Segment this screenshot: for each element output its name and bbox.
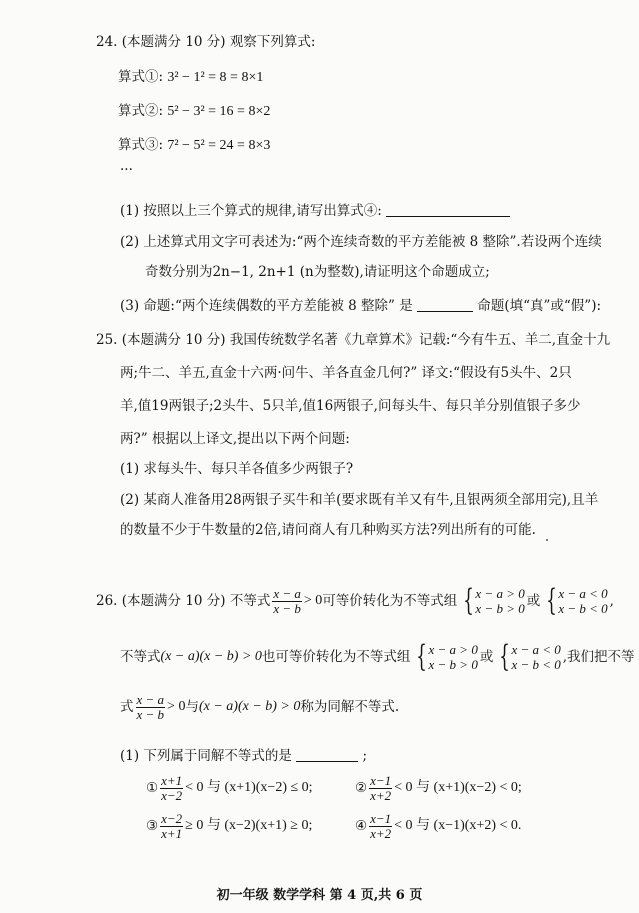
q24-eq1-expr: 3² − 1² = 8 = 8×1 — [167, 70, 264, 85]
q26-system-3 — [412, 639, 478, 674]
option-marker: ① — [146, 780, 159, 796]
fraction-denominator: x − b — [136, 706, 165, 722]
q25-line4: 两?” 根据以上译文,提出以下两个问题: — [120, 431, 350, 447]
option-fraction — [160, 812, 183, 841]
q24-part3 — [120, 298, 601, 314]
option-rest: < 0 与 (x+1)(x−2) < 0; — [394, 780, 522, 795]
option-marker: ② — [355, 780, 368, 796]
q24-ellipsis: ··· — [120, 162, 133, 178]
system-row: x − a < 0 — [511, 642, 561, 657]
q26-line1: 26. (本题满分 10 分) 不等式 $\frac{x - a}{x - b}$ > 0 可等价转化为不等式组 { x − a > 0 x − b > 0 或 { x − a < 0 x − b < 0 , — [96, 583, 614, 618]
page-footer: 初一年级 数学学科 第 4 页,共 6 页 — [216, 888, 423, 903]
brace-icon: { — [499, 639, 511, 674]
fraction-numerator: x−2 — [161, 810, 183, 826]
system-row: x − b > 0 — [475, 601, 525, 616]
q24-eq2 — [118, 103, 270, 120]
fraction-numerator: x−1 — [370, 772, 392, 788]
system-row: x − a > 0 — [475, 586, 525, 601]
q24-part3-blank[interactable] — [417, 311, 473, 312]
system-row: x − b < 0 — [558, 601, 608, 616]
fraction-denominator: x−2 — [161, 787, 183, 803]
brace-icon: { — [546, 583, 558, 618]
q26-option-1 — [146, 772, 313, 804]
q26-part1 — [120, 748, 367, 764]
q26-prefix: 26. (本题满分 10 分) 不等式 — [96, 593, 271, 609]
q24-part1 — [120, 203, 510, 219]
q26-line2-a: 不等式 — [120, 649, 161, 665]
q24-part3-a: (3) 命题:“两个连续偶数的平方差能被 8 整除” 是 — [120, 298, 413, 314]
fraction-denominator: x − b — [273, 600, 301, 616]
q24-part1-text: (1) 按照以上三个算式的规律,请写出算式④: — [120, 203, 382, 219]
option-fraction — [369, 774, 392, 803]
q26-line3-c: 称为同解不等式. — [300, 699, 400, 715]
q26-system-4 — [495, 639, 561, 674]
speck — [546, 539, 548, 541]
fraction-numerator: x − a — [136, 691, 165, 707]
q24-eq1 — [118, 69, 263, 86]
q26-part1-blank[interactable] — [296, 761, 358, 762]
q24-part3-b: 命题(填“真”或“假”): — [477, 298, 602, 314]
q26-or: 或 — [526, 593, 541, 609]
fraction-numerator: x−1 — [370, 810, 392, 826]
q24-part1-blank[interactable] — [386, 216, 510, 217]
option-fraction — [369, 812, 392, 841]
fraction-numerator: x+1 — [161, 772, 183, 788]
q24-eq1-label: 算式①: — [118, 69, 164, 85]
fraction-denominator: x+2 — [370, 825, 392, 841]
q25-line2: 两;牛二、羊五,直金十六两·问牛、羊各直金几何?” 译文:“假设有5头牛、2只 — [120, 365, 572, 381]
q26-line3-b: 与 — [185, 699, 199, 715]
q26-main-fraction — [272, 587, 302, 616]
q26-line3 — [120, 690, 399, 724]
option-fraction — [160, 774, 183, 803]
q24-part2-line1: (2) 上述算式用文字可表述为:“两个连续奇数的平方差能被 8 整除”.若设两个连续 — [120, 234, 602, 250]
fraction-denominator: x+2 — [370, 787, 392, 803]
q25-part2-line1: (2) 某商人准备用28两银子买牛和羊(要求既有羊又有牛,且银两须全部用完),且羊 — [120, 492, 599, 508]
q24-eq2-expr: 5² − 3² = 16 = 8×2 — [167, 104, 271, 119]
option-marker: ④ — [355, 818, 368, 834]
q26-option-2 — [355, 772, 522, 804]
q24-eq3-label: 算式③: — [118, 137, 164, 153]
q25-part2-line2: 的数量不少于牛数量的2倍,请问商人有几种购买方法?列出所有的可能. — [120, 522, 536, 538]
q26-line3-gt0: > 0 — [167, 699, 186, 714]
q26-line3-fraction — [136, 693, 166, 722]
system-row: x − a < 0 — [558, 586, 608, 601]
brace-icon: { — [416, 639, 428, 674]
q26-part1-text: (1) 下列属于同解不等式的是 — [120, 748, 292, 764]
q26-line2-b: 也可等价转化为不等式组 — [261, 649, 411, 665]
q26-system-1 — [459, 583, 525, 618]
q24-part2-line2: 奇数分别为2n−1, 2n+1 (n为整数),请证明这个命题成立; — [145, 264, 490, 280]
q25-part1: (1) 求每头牛、每只羊各值多少两银子? — [120, 461, 354, 477]
q24-eq2-label: 算式②: — [118, 103, 164, 119]
brace-icon: { — [463, 583, 475, 618]
option-rest: < 0 与 (x+1)(x−2) ≤ 0; — [185, 780, 313, 795]
q25-line1: 25. (本题满分 10 分) 我国传统数学名著《九章算术》记载:“今有牛五、羊二,直金十九 — [96, 332, 611, 348]
q24-eq3-expr: 7² − 5² = 24 = 8×3 — [167, 138, 271, 153]
q24-eq3 — [118, 137, 270, 154]
system-row: x − a > 0 — [428, 642, 478, 657]
q26-line2 — [120, 640, 635, 674]
q26-text-a: 可等价转化为不等式组 — [322, 593, 458, 609]
q26-option-4 — [355, 810, 521, 842]
q26-system-2 — [542, 583, 608, 618]
q26-option-3 — [146, 810, 312, 842]
q26-or-2: 或 — [479, 649, 494, 665]
q26-gt0: > 0 — [303, 593, 323, 608]
q26-line2-ineq: (x − a)(x − b) > 0 — [160, 649, 262, 664]
q26-line2-c: ,我们把不等 — [562, 649, 635, 665]
option-rest: ≥ 0 与 (x−2)(x+1) ≥ 0; — [185, 818, 313, 833]
q24-header: 24. (本题满分 10 分) 观察下列算式: — [96, 34, 316, 50]
q26-part1-semicolon: ; — [362, 748, 368, 764]
q26-line3-ineq: (x − a)(x − b) > 0 — [198, 699, 301, 714]
q26-line3-a: 式 — [120, 699, 134, 715]
fraction-numerator: x − a — [273, 585, 301, 601]
option-marker: ③ — [146, 818, 159, 834]
system-row: x − b < 0 — [511, 657, 561, 672]
fraction-denominator: x+1 — [161, 825, 183, 841]
q25-line3: 羊,值19两银子;2头牛、5只羊,值16两银子,问每头牛、每只羊分别值银子多少 — [120, 398, 581, 414]
option-rest: < 0 与 (x−1)(x+2) < 0. — [394, 818, 522, 833]
system-row: x − b > 0 — [428, 657, 478, 672]
